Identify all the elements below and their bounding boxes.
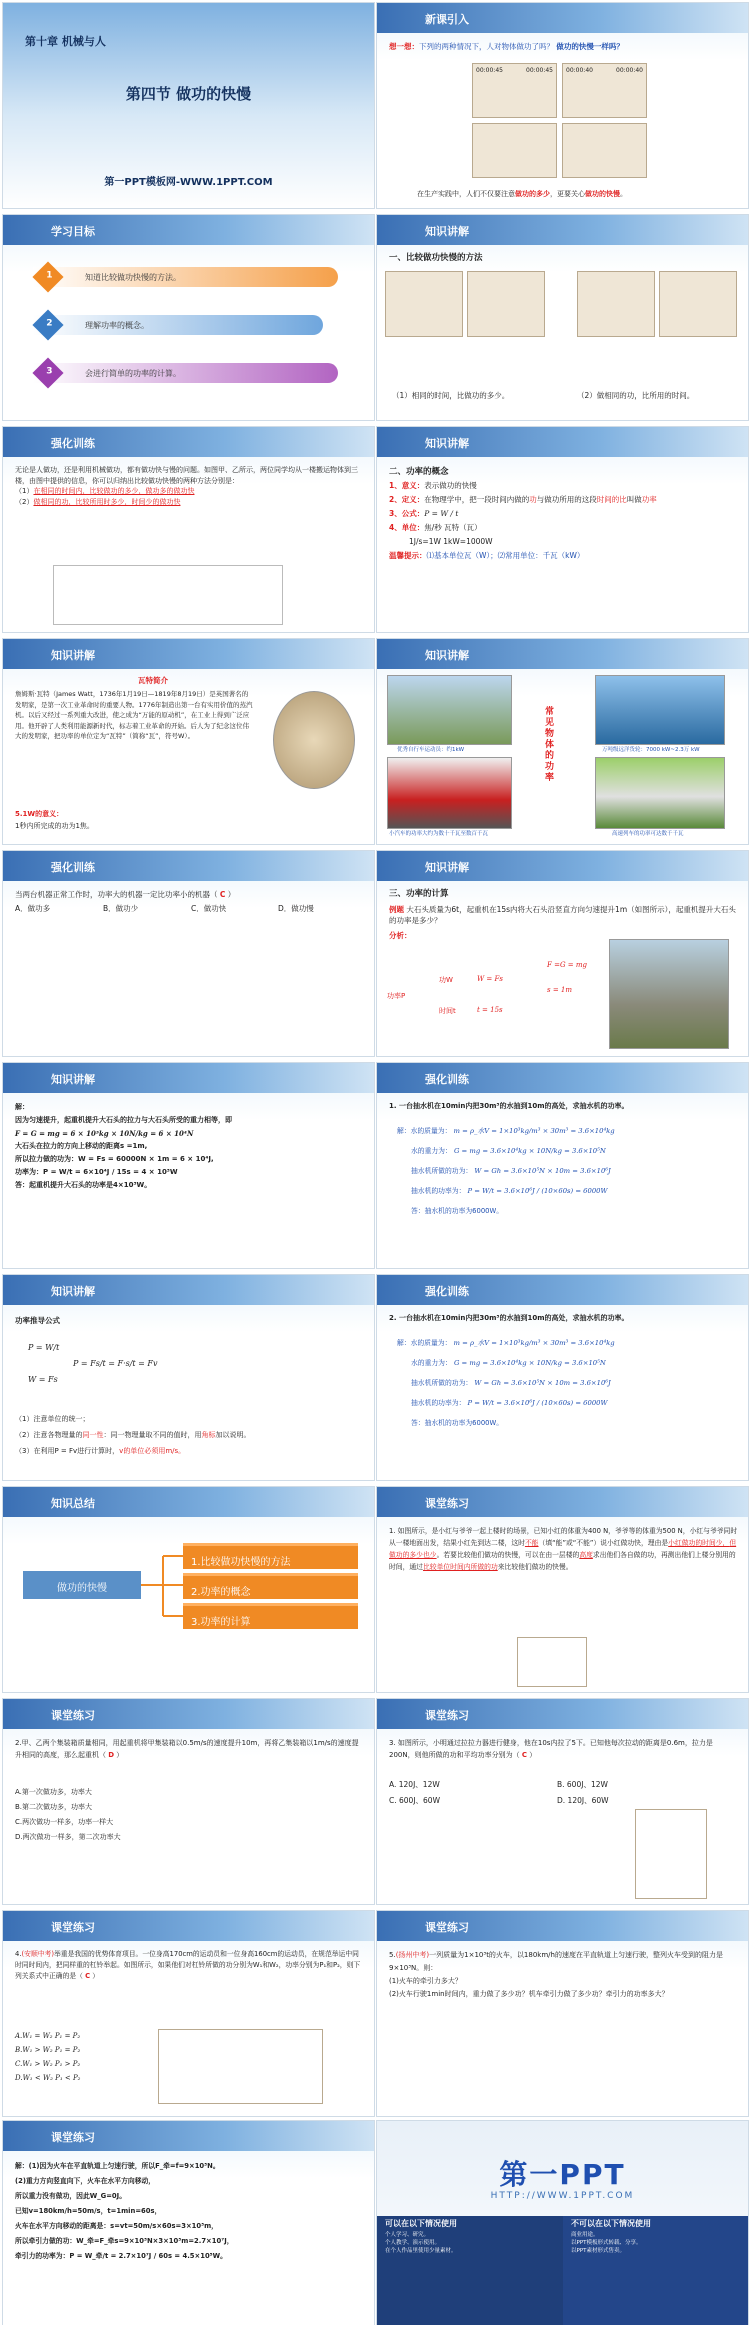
slide-title: 课堂练习: [51, 1709, 95, 1722]
goal-item-1: 知道比较做功快慢的方法。: [33, 267, 338, 287]
stairs-figure-3: [472, 123, 557, 178]
slide-exercise-1: 课堂练习 1. 如图所示，是小红与爷爷一起上楼时的场景，已知小红的体重为400 N，爷爷等的体重为500 N，小红与爷爷同时从一楼地面出发，结果小红先到达二楼，这时不能（填“能”或“不能”）说小红做功快，理由是小红做功的时间少，但做功的多少也少。若要比较他们做功的快慢，可以在由一层楼的高度求出他们各自做的功，再测出他们上楼分别用的时间，通过比较单位时间内所做的功来比较他们做功的快慢。: [376, 1486, 749, 1693]
goal-item-2: 理解功率的概念。: [33, 315, 323, 335]
slide-end: [376, 2120, 749, 2325]
slide-title: 课堂练习: [51, 1921, 95, 1934]
slide-intro: 新课引入 想一想：下列的两种情况下，人对物体做功了吗？ 做功的快慢一样吗？ 00:00:45 00:00:45 00:00:40 00:00:40 在生产实践中，人们不仅要注意做功的多少，更要关心做功的快慢。: [376, 2, 749, 209]
slide-power-concept: 知识讲解 二、功率的概念 1、意义：表示做功的快慢 2、定义：在物理学中，把一段时间内做的功与做功所用的这段时间的比叫做功率 3、公式：P = W / t 4、单位：焦/秒 瓦特（瓦） 1J/s=1W 1kW=1000W 温馨提示：⑴基本单位瓦（W）；⑵常用单位：千瓦（kW）: [376, 426, 749, 633]
section-title: 第四节 做功的快慢: [125, 85, 252, 103]
slide-title: 学习目标: [51, 225, 95, 238]
caption-2: （2）做相同的功，比所用的时间。: [577, 391, 695, 400]
question-text: 下列的两种情况下，人对物体做功了吗？: [419, 42, 554, 51]
slide-title: 知识讲解: [425, 225, 469, 238]
slide-title: 课堂练习: [425, 1921, 469, 1934]
exerciser-figure: [635, 1809, 707, 1899]
slide-power-calc: 知识讲解 三、功率的计算 例题 大石头质量为6t，起重机在15s内将大石头沿竖直方向匀速提升1m（如图所示），起重机提升大石头的功率是多少？ 分析： 功率P 功W W = Fs F =G = mg s = 1m 时间t t = 15s: [376, 850, 749, 1057]
stairs-figure-1: 00:00:45 00:00:45: [472, 63, 557, 118]
stairs-figure-a: [385, 271, 463, 337]
slide-exercise-3: 课堂练习 3. 如图所示，小明通过拉拉力器进行健身，他在10s内拉了5下。已知他每次拉动的距离是0.6m，拉力是200N，则他所做的功和平均功率分别为（ C ） A. 120J、12W B. 600J、12W C. 600J、60W D. 120J、60W: [376, 1698, 749, 1905]
stairs-figure-d: [659, 271, 737, 337]
slide-title: 知识讲解: [51, 649, 95, 662]
stairs-figure-2: 00:00:40 00:00:40: [562, 63, 647, 118]
summary-item-2: 2.功率的概念: [183, 1573, 358, 1599]
slide-exercise-2: 课堂练习 2.甲、乙两个集装箱质量相同，用起重机将甲集装箱以0.5m/s的速度提升10m，再将乙集装箱以1m/s的速度提升相同的高度，那么起重机（ D ） A.第一次做功多，功率大 B.第二次做功多，功率大 C.两次做功一样多，功率一样大 D.两次做功一样多，第二次功率大: [2, 1698, 375, 1905]
slide-title: 知识讲解: [425, 649, 469, 662]
slide-title: 知识总结: [51, 1497, 95, 1510]
slide-common-power: 知识讲解 优秀自行车运动员：约1kW 万吨级远洋货轮：7000 kW~2.3万 kW 小汽车的功率大约为数十千瓦至数百千瓦 高速列车的功率可达数千千瓦 常见物体的功率: [376, 638, 749, 845]
summary-item-1: 1.比较做功快慢的方法: [183, 1543, 358, 1569]
cyclist-photo: [387, 675, 512, 745]
weightlifters-figure: [158, 2029, 323, 2104]
answer: C: [219, 890, 226, 899]
caption-1: （1）相同的时间，比做功的多少。: [392, 391, 510, 400]
slide-title: 课堂练习: [425, 1497, 469, 1510]
brand-logo: 第一PPT: [499, 2158, 626, 2191]
usage-allowed: 可以在以下情况使用 个人学习、研究。 个人教学、演示使用。 在个人作品里使用少量素材。: [377, 2216, 563, 2325]
vertical-label: 常见物体的功率: [545, 707, 555, 783]
slide-title: 课堂练习: [425, 1709, 469, 1722]
slide-exercise-5: 课堂练习 5.(扬州中考)一列质量为1×10³t的火车，以180km/h的速度在平直轨道上匀速行驶，整列火车受到的阻力是9×10³N。则： (1)火车的牵引力多大？ (2)火车行驶1min时间内，重力做了多少功？机车牵引力做了多少功？牵引力的功率多大？: [376, 1910, 749, 2117]
slide-summary: [2, 1486, 375, 1693]
watt-portrait: [273, 691, 355, 789]
slide-solution-5: 课堂练习 解：(1)因为火车在平直轨道上匀速行驶，所以F_牵=f=9×10³N。 (2)重力方向竖直向下，火车在水平方向移动， 所以重力没有做功，因此W_G=0J。 已知v=180km/h=50m/s，t=1min=60s， 火车在水平方向移动的距离是：s=vt=50m/s×60s=3×10³m， 所以牵引力做的功：W_牵=F_牵s=9×10³N×3×10³m=2.7×10⁷J， 牵引力的功率为：P = W_牵/t = 2.7×10⁷J / 60s = 4.5×10⁵W。: [2, 2120, 375, 2325]
watt-bio: 詹姆斯·瓦特（James Watt，1736年1月19日—1819年8月19日）是英国著名的发明家，是第一次工业革命时的重要人物。1776年制造出第一台有实用价值的蒸汽机。以后又经过一系列重大改进，使之成为“万能的原动机”，在工业上得到广泛应用。他开辟了人类利用能源新时代，标志着工业革命的开始。后人为了纪念这位伟大的发明家，把功率的单位定为“瓦特”（简称“瓦”，符号W）。: [15, 690, 253, 740]
slide-practice-2: 强化训练 当两台机器正常工作时，功率大的机器一定比功率小的机器（ C ） A．做功多 B．做功少 C．做功快 D．做功慢: [2, 850, 375, 1057]
slide-title: 知识讲解: [51, 1285, 95, 1298]
stairs-figure-b: [467, 271, 545, 337]
subheading: 一、比较做功快慢的方法: [389, 253, 483, 263]
slide-watt: 知识讲解 瓦特简介 詹姆斯·瓦特（James Watt，1736年1月19日—1819年8月19日）是英国著名的发明家，是第一次工业革命时的重要人物。1776年制造出第一台有实用价值的蒸汽机。以后又经过一系列重大改进，使之成为“万能的原动机”，在工业上得到广泛应用。他开辟了人类利用能源新时代，标志着工业革命的开始。后人为了纪念这位伟大的发明家，把功率的单位定为“瓦特”（简称“瓦”，符号W）。 5.1W的意义： 1秒内所完成的功为1焦。: [2, 638, 375, 845]
site-credit: 第一PPT模板网-WWW.1PPT.COM: [104, 177, 273, 188]
summary-connector: [141, 1542, 185, 1632]
brand-url: HTTP://WWW.1PPT.COM: [490, 2191, 635, 2201]
slide-formula-derivation: 知识讲解 功率推导公式 P = W/t W = Fs P = Fs/t = F·s/t = Fv （1）注意单位的统一； （2）注意各物理量的同一性：同一物理量取不同的值时，用角标加以说明。 （3）在利用P = Fv进行计算时，v的单位必须用m/s。: [2, 1274, 375, 1481]
slide-compare-methods: [376, 214, 749, 421]
slide-title: 知识讲解: [51, 1073, 95, 1086]
goal-item-3: 会进行简单的功率的计算。: [33, 363, 338, 383]
slide-solution-1: 知识讲解 解： 因为匀速提升，起重机提升大石头的拉力与大石头所受的重力相等，即 F = G = mg = 6 × 10³kg × 10N/kg = 6 × 10⁴N 大石头在拉力的方向上移动的距离s =1m, 所以拉力做的功为：W = Fs = 60000N × 1m = 6 × 10⁴J, 功率为：P = W/t = 6×10⁴J / 15s = 4 × 10³W 答：起重机提升大石头的功率是4×10³W。: [2, 1062, 375, 1269]
answer-1: 在相同的时间内，比较做功的多少，做功多的做功快: [33, 487, 195, 495]
slide-title: 课堂练习: [51, 2131, 95, 2144]
slide-title: 新课引入: [425, 13, 469, 26]
slide-title: 强化训练: [51, 861, 95, 874]
stairs-photo: [517, 1637, 587, 1687]
summary-main: 做功的快慢: [23, 1571, 141, 1599]
slide-title: 强化训练: [425, 1073, 469, 1086]
slide-practice-1: 强化训练 无论是人做功，还是利用机械做功，都有做功快与慢的问题。如图甲、乙所示，两位同学均从一楼搬运物体到三楼，由图中提供的信息，你可以归纳出比较做功快慢的两种方法分别是： （1）在相同的时间内，比较做功的多少，做功多的做功快 （2）做相同的功，比较所用时多少，时间少的做功快: [2, 426, 375, 633]
slide-goals: [2, 214, 375, 421]
slide-exercise-4: 课堂练习 4.(安顺中考)举重是我国的优势体育项目。一位身高170cm的运动员和一位身高160cm的运动员，在规范举运中同时同时间内，把同样重的杠铃举起。如图所示，如果他们对杠铃所做的功分别为W₁和W₂，功率分别为P₁和P₂，则下列关系式中正确的是（ C ） A.W₁ = W₂ P₁ = P₂ B.W₁ > W₂ P₁ = P₂ C.W₁ > W₂ P₁ > P₂ D.W₁ < W₂ P₁ < P₂: [2, 1910, 375, 2117]
crane-photo: [609, 939, 729, 1049]
car-photo: [387, 757, 512, 829]
chapter-title: 第十章 机械与人: [25, 35, 106, 48]
slide-practice-3: 强化训练 1. 一台抽水机在10min内把30m³的水抽到10m的高处，求抽水机的功率。 解：水的质量为： m = ρ_水V = 1×10³kg/m³ × 30m³ = 3.6×10⁴kg 水的重力为： G = mg = 3.6×10⁴kg × 10N/kg = 3.6×10⁵N 抽水机所做的功为： W = Gh = 3.6×10⁵N × 10m = 3.6×10⁶J 抽水机的功率为： P = W/t = 3.6×10⁶J / (10×60s) = 6000W 答：抽水机的功率为6000W。: [376, 1062, 749, 1269]
slide-title: 强化训练: [425, 1285, 469, 1298]
summary-item-3: 3.功率的计算: [183, 1603, 358, 1629]
stairs-figure-c: [577, 271, 655, 337]
slide-practice-4: 强化训练 2. 一台抽水机在10min内把30m³的水抽到10m的高处，求抽水机的功率。 解：水的质量为： m = ρ_水V = 1×10³kg/m³ × 30m³ = 3.6×10⁴kg 水的重力为： G = mg = 3.6×10⁴kg × 10N/kg = 3.6×10⁵N 抽水机所做的功为： W = Gh = 3.6×10⁵N × 10m = 3.6×10⁶J 抽水机的功率为： P = W/t = 3.6×10⁶J / (10×60s) = 6000W 答：抽水机的功率为6000W。: [376, 1274, 749, 1481]
goal-marker-2: 2: [32, 309, 63, 340]
stairs-diagram: [53, 565, 283, 625]
answer-2: 做相同的功，比较所用时多少，时间少的做功快: [33, 497, 181, 506]
usage-forbidden: 不可以在以下情况使用 商业用途。 以PPT模板形式转载、分享。 以PPT素材形式售卖。: [563, 2216, 749, 2325]
slide-title: 知识讲解: [425, 437, 469, 450]
slide-title: 强化训练: [51, 437, 95, 450]
goal-marker-3: 3: [32, 357, 63, 388]
slide-title: 知识讲解: [425, 861, 469, 874]
slide-title: [2, 2, 375, 209]
stairs-figure-4: [562, 123, 647, 178]
train-photo: [595, 757, 725, 829]
question-text-2: 做功的快慢一样吗？: [556, 42, 624, 51]
ship-photo: [595, 675, 725, 745]
goal-marker-1: 1: [32, 261, 63, 292]
think-label: 想一想：: [389, 42, 419, 51]
